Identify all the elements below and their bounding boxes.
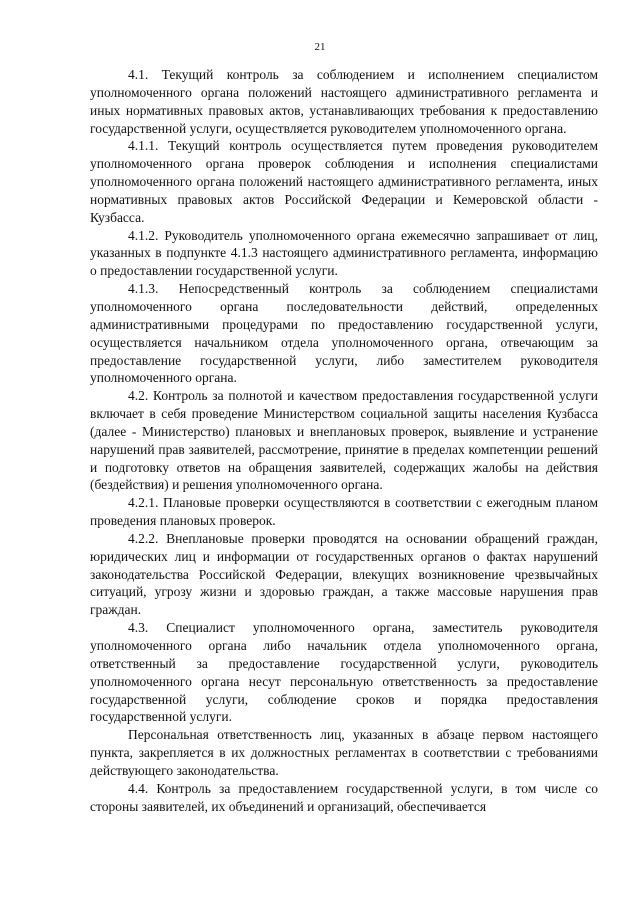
page-number: 21 (314, 41, 326, 53)
paragraph-4-4: 4.4. Контроль за предоставлением государственной услуги, в том числе со стороны заявителей, их объединений и организаций, обеспечивается (90, 780, 598, 814)
document-body (90, 66, 598, 815)
paragraph-4-1-2: 4.1.2. Руководитель уполномоченного органа ежемесячно запрашивает от лиц, указанных в подпункте 4.1.3 настоящего административного регламента, информацию о предоставлении государственной услуги. (90, 227, 598, 279)
paragraph-4-1-3: 4.1.3. Непосредственный контроль за соблюдением специалистами уполномоченного органа последовательности действий, определенных административными процедурами по предоставлению государственной услуги, осуществляется начальником отдела уполномоченного органа, отвечающим за предоставление государственной услуги, либо заместителем руководителя уполномоченного органа. (90, 281, 598, 386)
paragraph-4-2: 4.2. Контроль за полнотой и качеством предоставления государственной услуги включает в себя проведение Министерством социальной защиты населения Кузбасса (далее - Министерство) плановых и внеплановых проверок, выявление и устранение нарушений прав заявителей, рассмотрение, принятие в пределах компетенции решений и подготовку ответов на обращения заявителей, содержащих жалобы на действия (бездействия) и решения уполномоченного органа. (90, 388, 598, 493)
paragraph-4-3: 4.3. Специалист уполномоченного органа, заместитель руководителя уполномоченного органа либо начальник отдела уполномоченного органа, ответственный за предоставление государственной услуги, руководитель уполномоченного органа несут персональную ответственность за предоставление государственной услуги, соблюдение сроков и порядка предоставления государственной услуги. (90, 620, 598, 725)
paragraph-4-1: 4.1. Текущий контроль за соблюдением и исполнением специалистом уполномоченного органа положений настоящего административного регламента и иных нормативных правовых актов, устанавливающих требования к предоставлению государственной услуги, осуществляется руководителем уполномоченного органа. (90, 67, 598, 136)
paragraph-personal-responsibility: Персональная ответственность лиц, указанных в абзаце первом настоящего пункта, закрепляется в их должностных регламентах в соответствии с требованиями действующего законодательства. (90, 727, 598, 778)
paragraph-4-2-1: 4.2.1. Плановые проверки осуществляются в соответствии с ежегодным планом проведения плановых проверок. (90, 495, 598, 529)
paragraph-4-2-2: 4.2.2. Внеплановые проверки проводятся на основании обращений граждан, юридических лиц и информации от государственных органов о фактах нарушений законодательства Российской Федерации, влекущих возникновение чрезвычайных ситуаций, угрозу жизни и здоровью граждан, а также массовые нарушения прав граждан. (90, 530, 598, 618)
paragraph-4-1-1: 4.1.1. Текущий контроль осуществляется путем проведения руководителем уполномоченного органа проверок соблюдения и исполнения специалистами уполномоченного органа положений настоящего административного регламента, иных нормативных правовых актов Российской Федерации и Кемеровской области - Кузбасса. (90, 138, 598, 225)
